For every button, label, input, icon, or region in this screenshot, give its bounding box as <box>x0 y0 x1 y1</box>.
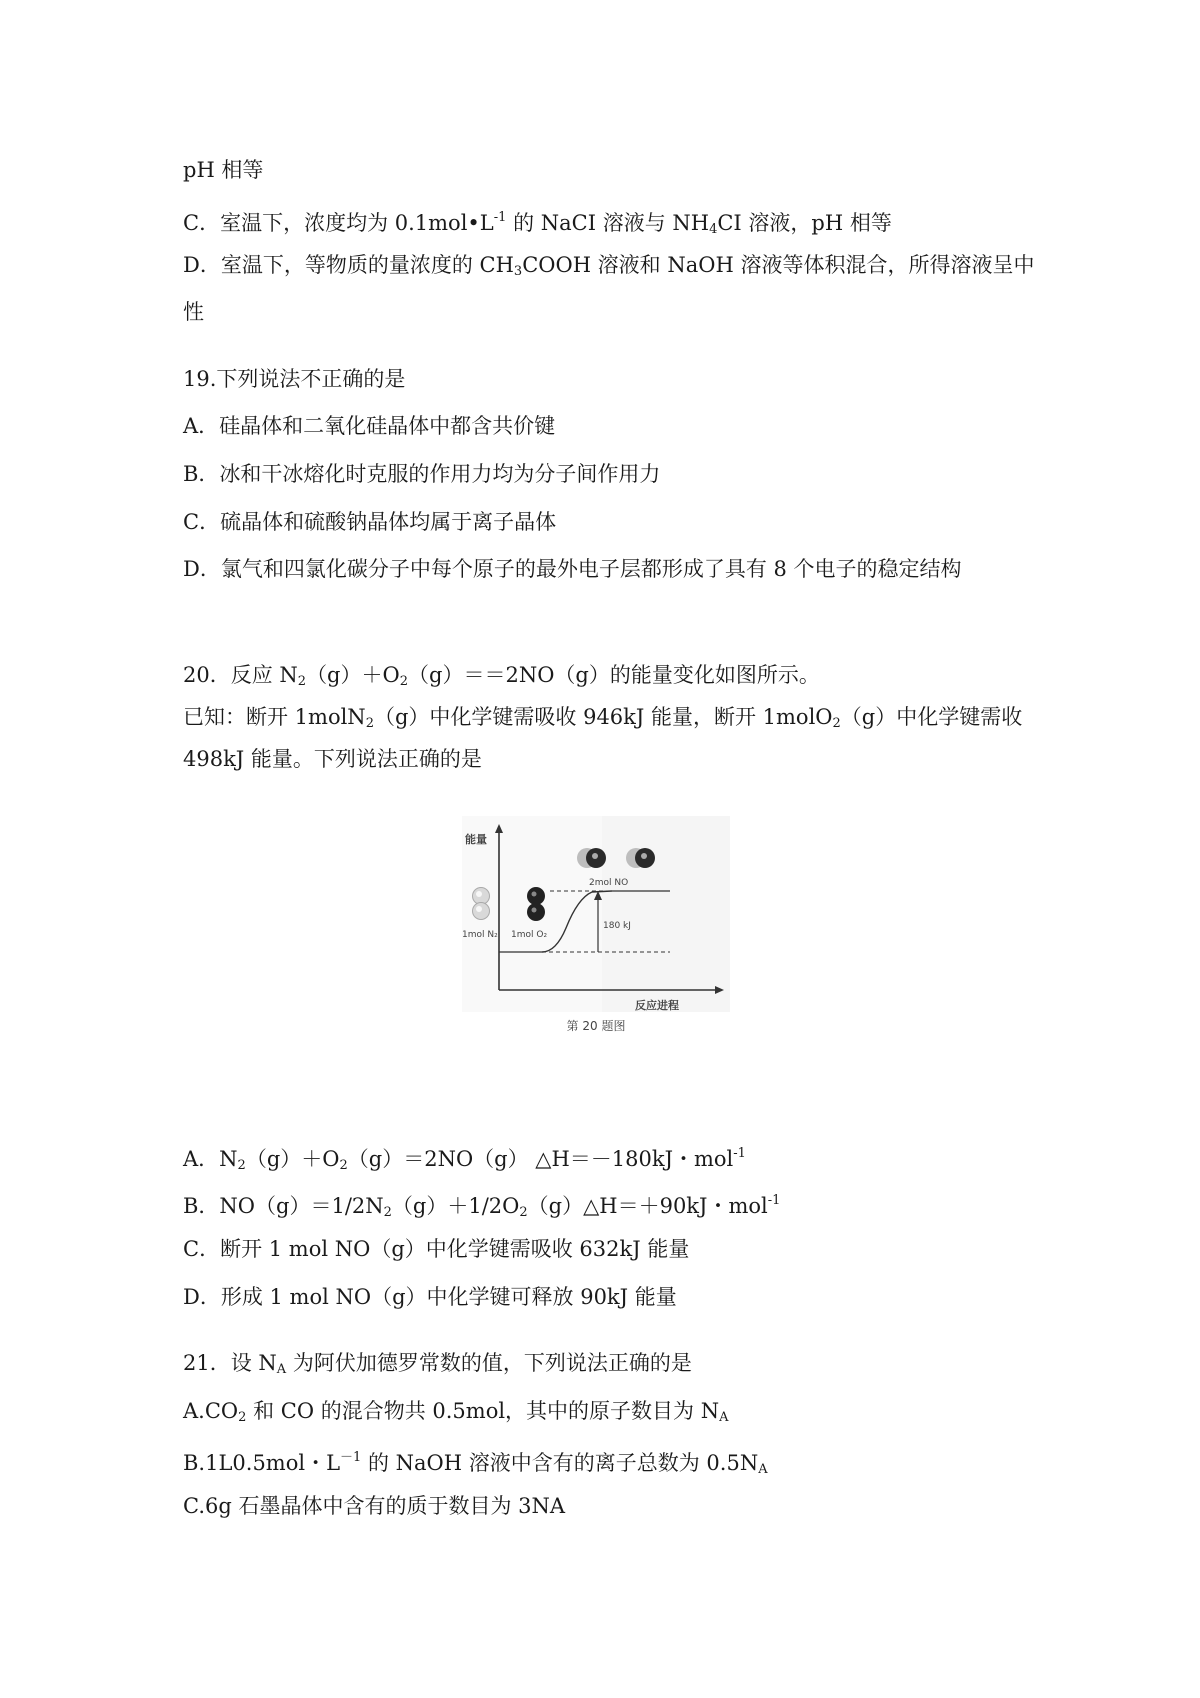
q19-stem: 19.下列说法不正确的是 <box>183 367 406 391</box>
no-molecule-icon <box>577 848 606 868</box>
o2-label: 1mol O₂ <box>511 930 548 940</box>
q21-option-c: C.6g 石墨晶体中含有的质于数目为 3NA <box>183 1494 566 1518</box>
q20-stem: 20．反应 $N_2(g)+O_2(g)==2NO(g)$的能量变化如图所示。 <box>183 663 820 689</box>
delta-label: 180 kJ <box>603 921 631 931</box>
no-molecule-icon <box>626 848 655 868</box>
q18-option-d-continuation: 性 <box>183 300 204 324</box>
products-label: 2mol NO <box>589 878 629 888</box>
q21-stem: 21．设 $N_A$ 为阿伏加德罗常数的值，下列说法正确的是 <box>183 1351 692 1377</box>
q20-known-line-1: 已知：断开 1molN$_2$（g）中化学键需吸收 946kJ 能量，断开 1molO$_2$（g）中化学键需收 <box>183 705 1023 731</box>
x-axis-label: 反应进程 <box>635 999 679 1012</box>
q18-b-continuation: pH 相等 <box>183 158 264 182</box>
n2-label: 1mol N₂ <box>462 930 498 940</box>
q19-option-c: C．硫晶体和硫酸钠晶体均属于离子晶体 <box>183 510 557 534</box>
q19-option-d: D．氯气和四氯化碳分子中每个原子的最外电子层都形成了具有 8 个电子的稳定结构 <box>183 557 962 581</box>
figure-caption: 第 20 题图 <box>566 1019 626 1033</box>
q21-option-b: B.1L0.5mol・$L^{-1}$ 的 NaOH 溶液中含有的离子总数为 $0.5N_A$ <box>183 1450 768 1477</box>
energy-diagram <box>462 816 730 1038</box>
q18-option-c: C．室温下，浓度均为 $0.1mol•L^{-1}$ 的 NaCI 溶液与 $NH_4CI$ 溶液，pH 相等 <box>183 210 892 237</box>
q20-option-a: A．$N_2(g)+O_2(g)=2NO(g)$ △H＝－180kJ・mol$^{-1}$ <box>183 1146 746 1173</box>
q19-option-a: A．硅晶体和二氧化硅晶体中都含共价键 <box>183 414 556 438</box>
q20-option-c: C．断开 1 mol NO（g）中化学键需吸收 632kJ 能量 <box>183 1237 690 1261</box>
q20-option-b: B．$NO(g)=1/2N_2(g)+1/2O_2(g)\triangle H=+90kJ$・mol$^{-1}$ <box>183 1193 781 1220</box>
y-axis-label: 能量 <box>465 833 487 846</box>
q20-known-line-2: 498kJ 能量。下列说法正确的是 <box>183 747 482 771</box>
q19-option-b: B．冰和干冰熔化时克服的作用力均为分子间作用力 <box>183 462 661 486</box>
q18-option-d: D．室温下，等物质的量浓度的 $CH_3COOH$ 溶液和 NaOH 溶液等体积混合，所得溶液呈中 <box>183 253 1035 279</box>
q20-option-d: D．形成 1 mol NO（g）中化学键可释放 90kJ 能量 <box>183 1285 677 1309</box>
q21-option-a: $A.CO_2$ 和 CO 的混合物共 0.5mol，其中的原子数目为 $N_A$ <box>183 1399 729 1425</box>
